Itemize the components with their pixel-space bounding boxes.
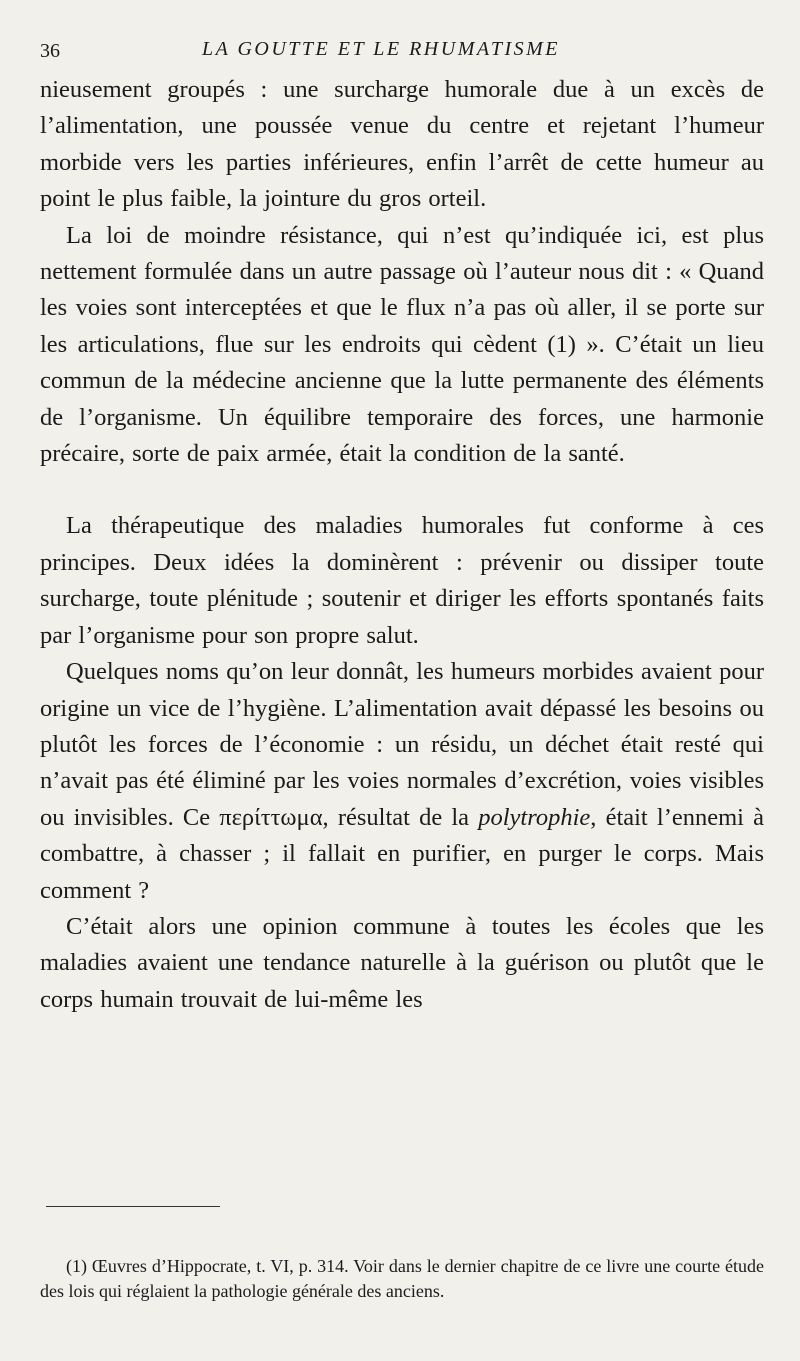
paragraph-4-mid: , résultat de la <box>322 803 470 831</box>
footnote <box>40 1254 764 1304</box>
page-number: 36 <box>40 40 60 62</box>
running-head <box>40 30 764 70</box>
italic-term: polytrophie <box>478 803 591 831</box>
paragraph-2: La loi de moindre résistance, qui n’est qu’indiquée ici, est plus nettement formulée dans un autre passage où l’auteur nous dit : « Quand les voies sont interceptées et que le flux n’a pas où aller, il se porte sur les articulations, flue sur les endroits qui cèdent (1) ». C’était un lieu commun de la médecine ancienne que la lutte permanente des éléments de l’organisme. Un équilibre temporaire des forces, une harmonie précaire, sorte de paix armée, était la condition de la santé. <box>40 221 764 468</box>
footnote-text: (1) Œuvres d’Hippocrate, t. VI, p. 314. Voir dans le dernier chapitre de ce livre une courte étude des lois qui réglaient la pathologie générale des anciens. <box>40 1256 764 1301</box>
paragraph-5: C’était alors une opinion commune à toutes les écoles que les maladies avaient une tendance naturelle à la guérison ou plutôt que le corps humain trouvait de lui-même les <box>40 912 764 1013</box>
running-title: LA GOUTTE ET LE RHUMATISME <box>202 38 560 60</box>
paragraph-4-end: , était l’ennemi à combattre, à chasser ; il fallait en purifier, en purger le corps. Mais comment ? <box>40 803 765 904</box>
paragraph-3: La thérapeutique des maladies humorales fut conforme à ces principes. Deux idées la dominèrent : prévenir ou dissiper toute surcharge, toute plénitude ; soutenir et diriger les efforts spontanés faits par l’organisme pour son propre salut. <box>40 512 764 649</box>
footnote-divider <box>46 1206 220 1207</box>
paragraph-1: nieusement groupés : une surcharge humorale due à un excès de l’alimentation, une poussée venue du centre et rejetant l’humeur morbide vers les parties inférieures, enfin l’arrêt de cette humeur au point le plus faible, la jointure du gros orteil. <box>40 76 764 213</box>
body-text <box>40 72 764 1018</box>
paragraph-4-text: Quelques noms qu’on leur donnât, les humeurs morbides avaient pour origine un vice de l’hygiène. L’alimentation avait dépassé les besoins ou plutôt les forces de l’économie : un résidu, un déchet était resté qui n’avait pas été éliminé par les voies normales d’excrétion, voies visibles ou invisibles. Ce <box>40 658 764 831</box>
paragraph-4 <box>40 654 764 909</box>
greek-word: περίττωμα <box>219 803 323 831</box>
